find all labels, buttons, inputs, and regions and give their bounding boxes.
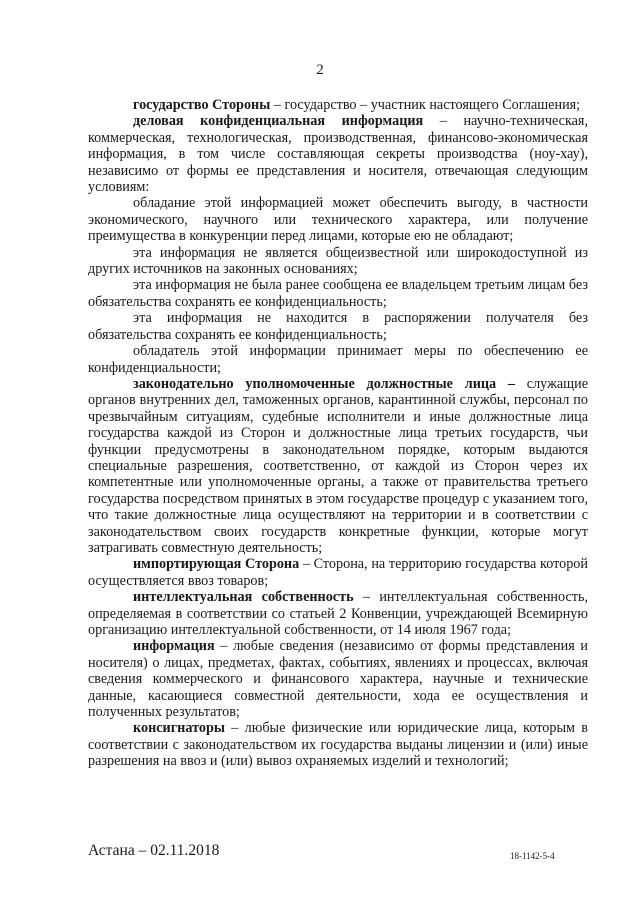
defined-term: импортирующая Сторона [133, 556, 300, 573]
condition-text: эта информация не является общеизвестной или широкодоступной из других источников на законных основаниях; [88, 244, 588, 278]
defined-term: законодательно уполномоченные должностные лица – [133, 375, 516, 392]
paragraph [88, 720, 588, 769]
paragraph [88, 310, 588, 343]
paragraph [88, 245, 588, 278]
condition-text: эта информация не была ранее сообщена ее владельцем третьим лицам без обязательства сохранять ее конфиденциальность; [88, 277, 588, 310]
paragraph [88, 376, 588, 556]
defined-term: консигнаторы [133, 720, 225, 737]
paragraph [88, 113, 588, 195]
definition-text: – любые сведения (независимо от формы представления и носителя) о лицах, предметах, фактах, событиях, явлениях и процессах, включая сведения коммерческого и финансового характера, научные и технические данные, касающиеся совместной деятельности, хода ее осуществления и полученных результатов; [88, 638, 588, 721]
condition-text: обладатель этой информации принимает меры по обеспечению ее конфиденциальности; [88, 343, 588, 376]
definition-text: – интеллектуальная собственность, определяемая в соответствии со статьей 2 Конвенции, учреждающей Всемирную организацию интеллектуальной собственности, от 14 июля 1967 года; [88, 589, 588, 638]
paragraph [88, 97, 588, 113]
paragraph [88, 343, 588, 376]
paragraph [88, 589, 588, 638]
definition-text: – Сторона, на территорию государства которой осуществляется ввоз товаров; [88, 556, 588, 589]
definition-text: – государство – участник настоящего Соглашения; [270, 97, 581, 113]
document-body [88, 97, 588, 770]
paragraph [88, 277, 588, 310]
paragraph [88, 195, 588, 244]
footer-doc-code: 18-1142-5-4 [510, 851, 555, 861]
defined-term: информация [133, 638, 215, 655]
paragraph [88, 638, 588, 720]
page-number: 2 [316, 62, 324, 78]
definition-text: – любые физические или юридические лица, которым в соответствии с законодательством их государства выданы лицензии и (или) иные разрешения на ввоз и (или) вывоз охраняемых изделий и технологий; [88, 720, 588, 770]
defined-term: деловая конфиденциальная информация [133, 113, 424, 130]
defined-term: интеллектуальная собственность [133, 589, 354, 606]
definition-text: – научно-техническая, коммерческая, технологическая, производственная, финансово-экономическая информация, в том числе составляющая секреты производства (ноу-хау), независимо от формы ее представления и носителя, отвечающая следующим условиям: [88, 113, 588, 196]
condition-text: обладание этой информацией может обеспечить выгоду, в частности экономического, научного или технического характера, или получение преимущества в конкуренции перед лицами, которые ею не обладают; [88, 195, 588, 245]
definition-text: служащие органов внутренних дел, таможенных органов, карантинной службы, персонал по чрезвычайным ситуациям, судебные исполнители и иные должностные лица государства каждой из Сторон и должностные лица третьих государств, чьи функции предусмотрены в законодательном порядке, которым выдаются специальные разрешения, соответственно, от каждой из Сторон через их компетентные или уполномоченные органы, а также от правительства третьего государства посредством принятых в этом государстве процедур с указанием того, что такие должностные лица осуществляют на территории и в соответствии с законодательством своих государств конкретные функции, которые могут затрагивать совместную деятельность; [88, 375, 588, 556]
condition-text: эта информация не находится в распоряжении получателя без обязательства сохранять ее конфиденциальность; [88, 310, 588, 343]
footer-place-date: Астана – 02.11.2018 [88, 842, 220, 859]
paragraph [88, 556, 588, 589]
defined-term: государство Стороны [133, 97, 271, 113]
